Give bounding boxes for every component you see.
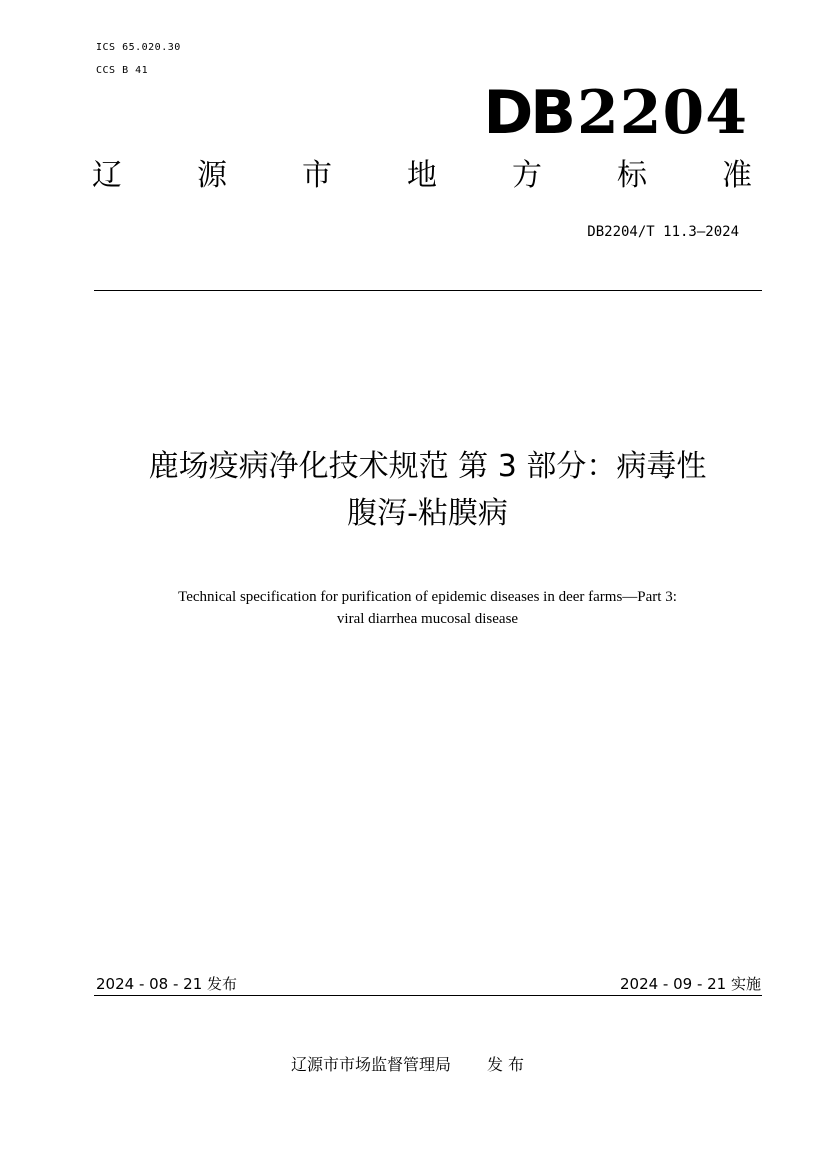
standard-type-char: 市 bbox=[302, 158, 332, 193]
standard-type-char: 源 bbox=[197, 158, 227, 193]
standard-type-char: 准 bbox=[722, 158, 752, 193]
standard-type-char: 地 bbox=[407, 158, 437, 193]
issuer-action: 发 布 bbox=[486, 1055, 525, 1074]
title-chinese bbox=[60, 443, 795, 537]
db-logo bbox=[483, 78, 748, 148]
standard-number: DB2204/T 11.3—2024 bbox=[587, 224, 739, 240]
header-divider bbox=[94, 290, 762, 291]
title-english-line1: Technical specification for purification of epidemic diseases in deer farms—Part 3: bbox=[178, 589, 677, 605]
db-logo-letters: DB bbox=[483, 78, 573, 148]
issuer bbox=[0, 1052, 815, 1075]
footer-divider bbox=[94, 995, 762, 996]
ccs-code: CCS B 41 bbox=[96, 65, 149, 76]
title-chinese-line2: 腹泻-粘膜病 bbox=[347, 496, 508, 531]
issuer-name: 辽源市市场监督管理局 bbox=[290, 1055, 451, 1074]
title-english-line2: viral diarrhea mucosal disease bbox=[336, 611, 519, 627]
title-chinese-line1: 鹿场疫病净化技术规范 第 3 部分：病毒性 bbox=[148, 449, 707, 484]
standard-type bbox=[92, 156, 752, 196]
db-logo-code: 2204 bbox=[577, 78, 748, 148]
publish-date: 2024 - 08 - 21 发布 bbox=[96, 975, 238, 993]
title-english bbox=[60, 586, 795, 630]
standard-type-char: 标 bbox=[617, 158, 647, 193]
ics-code: ICS 65.020.30 bbox=[96, 42, 181, 53]
standard-type-char: 辽 bbox=[92, 158, 122, 193]
implement-date: 2024 - 09 - 21 实施 bbox=[619, 975, 761, 993]
standard-type-char: 方 bbox=[512, 158, 542, 193]
